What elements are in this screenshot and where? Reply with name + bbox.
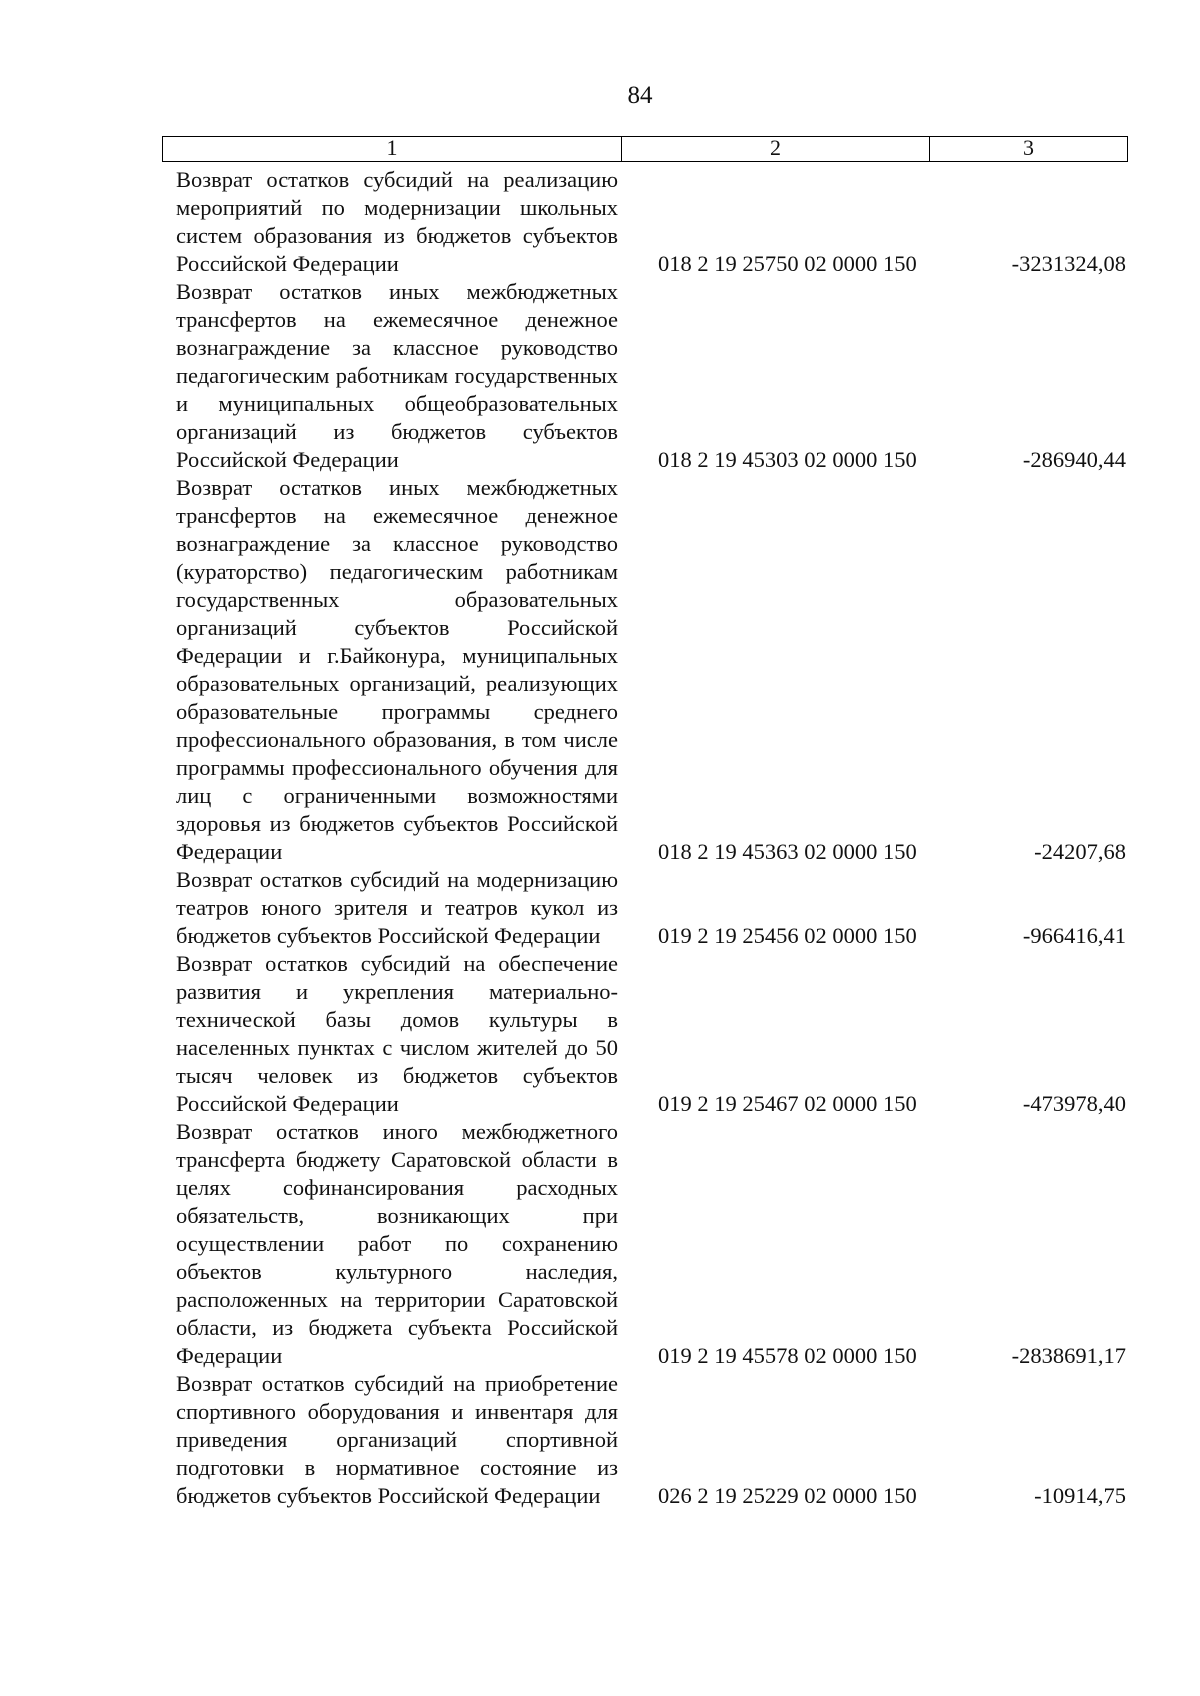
row-code: 018 2 19 45363 02 0000 150 <box>658 839 917 864</box>
header-col-3: 3 <box>1023 135 1034 160</box>
header-col-1: 1 <box>163 137 622 161</box>
page-number: 84 <box>627 82 653 109</box>
table-row <box>176 1118 1126 1370</box>
header-col-2: 2 <box>622 137 930 161</box>
row-description: Возврат остатков субсидий на модернизацию театров юного зрителя и театров кукол из бюджетов субъектов Российской Федерации <box>176 867 618 948</box>
row-code: 018 2 19 25750 02 0000 150 <box>658 251 917 276</box>
row-amount: -473978,40 <box>1022 1091 1126 1116</box>
row-code: 026 2 19 25229 02 0000 150 <box>658 1483 917 1508</box>
table-header <box>162 136 1128 162</box>
row-code: 018 2 19 45303 02 0000 150 <box>658 447 917 472</box>
row-amount: -24207,68 <box>1034 839 1126 864</box>
table-row <box>176 278 1126 474</box>
row-description: Возврат остатков субсидий на реализацию мероприятий по модернизации школьных систем образования из бюджетов субъектов Российской Федерации <box>176 167 618 276</box>
table-row <box>176 1370 1126 1510</box>
table-row <box>176 866 1126 950</box>
row-code: 019 2 19 25456 02 0000 150 <box>658 923 917 948</box>
row-amount: -2838691,17 <box>1011 1343 1126 1368</box>
row-code: 019 2 19 25467 02 0000 150 <box>658 1091 917 1116</box>
row-description: Возврат остатков субсидий на обеспечение развития и укрепления материально-технической базы домов культуры в населенных пунктах с числом жителей до 50 тысяч человек из бюджетов субъектов Российской Федерации <box>176 951 618 1116</box>
row-amount: -966416,41 <box>1022 923 1126 948</box>
table-body <box>176 166 1126 1510</box>
row-code: 019 2 19 45578 02 0000 150 <box>658 1343 917 1368</box>
row-description: Возврат остатков субсидий на приобретение спортивного оборудования и инвентаря для приведения организаций спортивной подготовки в нормативное состояние из бюджетов субъектов Российской Федерации <box>176 1371 618 1508</box>
row-amount: -3231324,08 <box>1011 251 1126 276</box>
table-row <box>176 950 1126 1118</box>
table-row <box>176 474 1126 866</box>
row-description: Возврат остатков иных межбюджетных трансфертов на ежемесячное денежное вознаграждение за классное руководство (кураторство) педагогическим работникам государственных образовательных организаций субъектов Российской Федерации и г.Байконура, муниципальных образовательных организаций, реализующих образовательные программы среднего профессионального образования, в том числе программы профессионального обучения для лиц с ограниченными возможностями здоровья из бюджетов субъектов Российской Федерации <box>176 475 618 864</box>
row-description: Возврат остатков иных межбюджетных трансфертов на ежемесячное денежное вознаграждение за классное руководство педагогическим работникам государственных и муниципальных общеобразовательных организаций из бюджетов субъектов Российской Федерации <box>176 279 618 472</box>
table-row <box>176 166 1126 278</box>
row-description: Возврат остатков иного межбюджетного трансферта бюджету Саратовской области в целях софинансирования расходных обязательств, возникающих при осуществлении работ по сохранению объектов культурного наследия, расположенных на территории Саратовской области, из бюджета субъекта Российской Федерации <box>176 1119 618 1368</box>
row-amount: -286940,44 <box>1022 447 1126 472</box>
row-amount: -10914,75 <box>1034 1483 1126 1508</box>
